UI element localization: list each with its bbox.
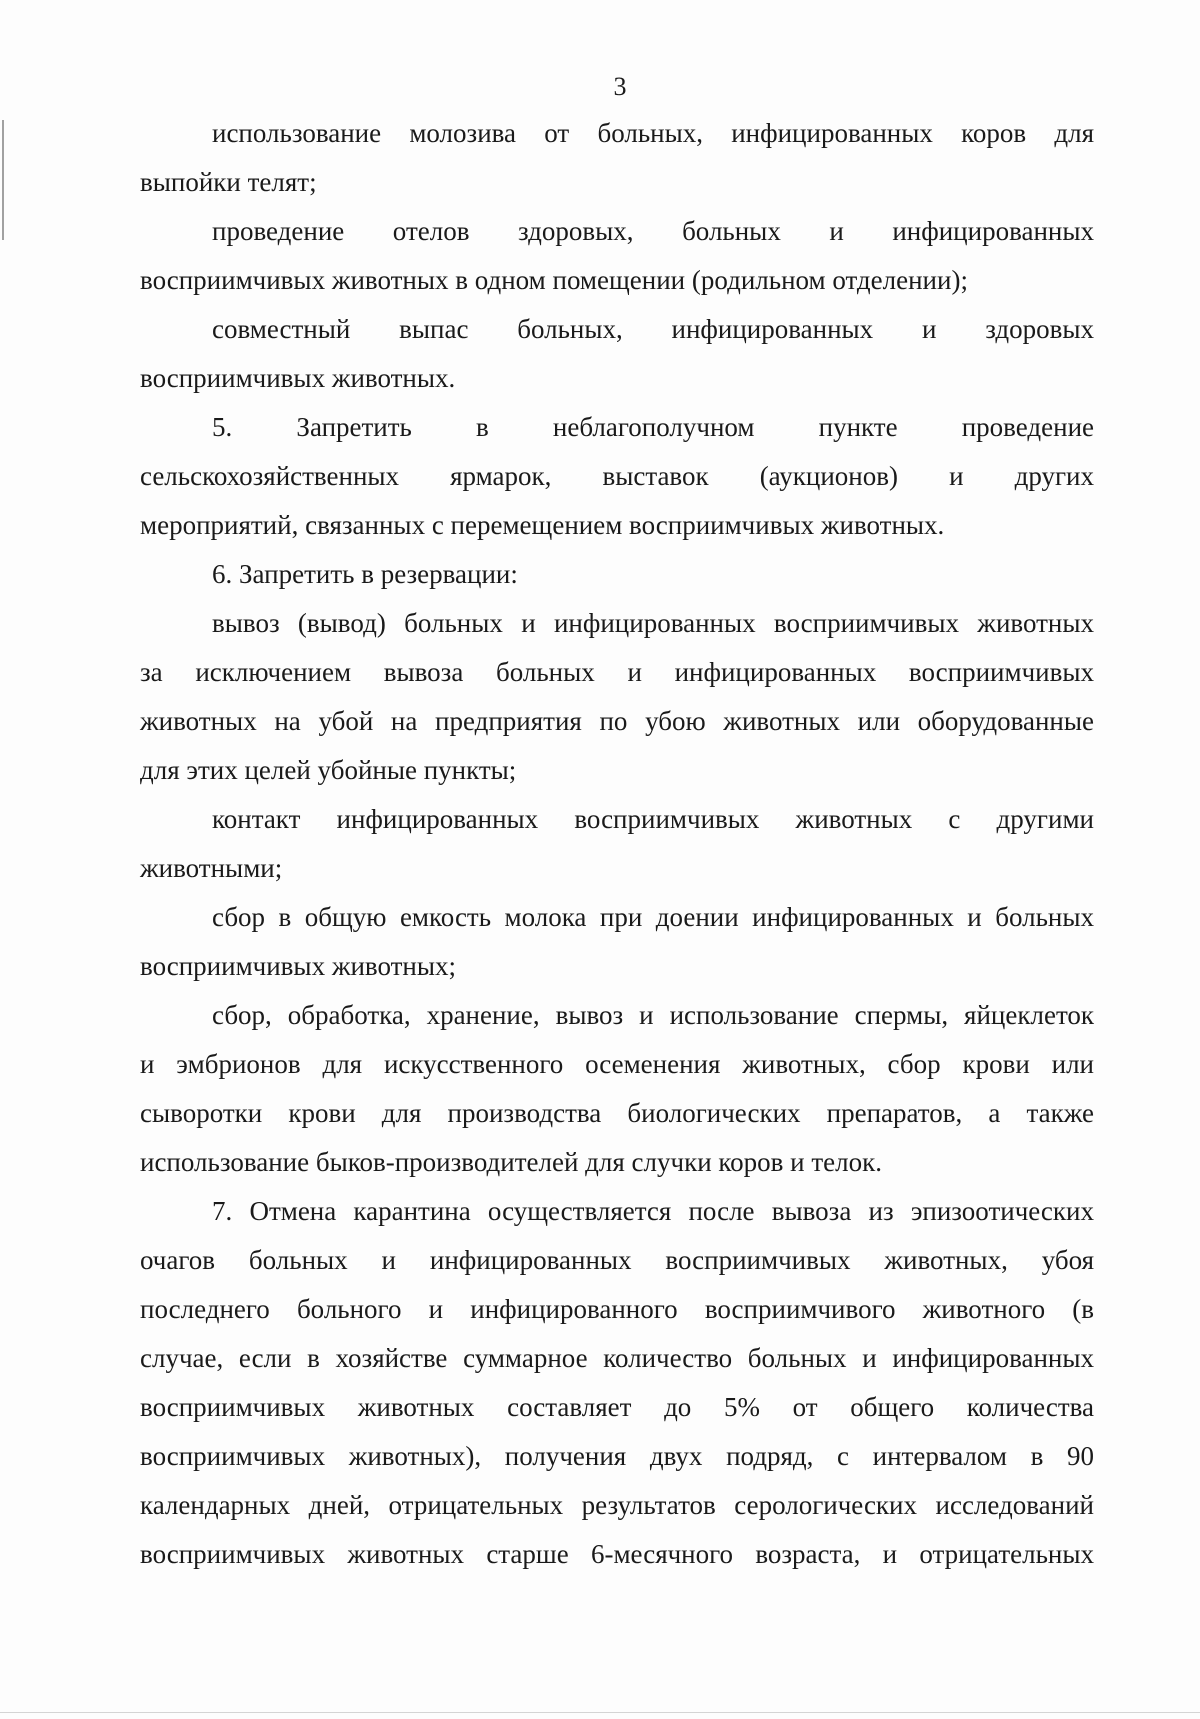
text-line: выпойки телят; — [140, 167, 317, 197]
text-line: для этих целей убойные пункты; — [140, 755, 517, 785]
text-line: очагов больных и инфицированных восприимчивых животных, убоя — [140, 1245, 1094, 1275]
text-line: сбор в общую емкость молока при доении инфицированных и больных — [212, 902, 1094, 932]
text-line: проведение отелов здоровых, больных и инфицированных — [212, 216, 1094, 246]
text-line: животных на убой на предприятия по убою животных или оборудованные — [140, 706, 1094, 736]
text-line: контакт инфицированных восприимчивых животных с другими — [212, 804, 1094, 834]
paragraph-removal — [140, 599, 1094, 795]
text-line: и эмбрионов для искусственного осеменения животных, сбор крови или — [140, 1049, 1094, 1079]
scan-edge-line — [0, 1712, 1200, 1713]
text-line: сыворотки крови для производства биологических препаратов, а также — [140, 1098, 1094, 1128]
text-line: за исключением вывоза больных и инфицированных восприимчивых — [140, 657, 1094, 687]
text-line: восприимчивых животных в одном помещении (родильном отделении); — [140, 265, 968, 295]
text-line: 6. Запретить в резервации: — [212, 559, 518, 589]
text-line: последнего больного и инфицированного восприимчивого животного (в — [140, 1294, 1094, 1324]
paragraph-calving — [140, 207, 1094, 305]
text-line: использование молозива от больных, инфицированных коров для — [212, 118, 1094, 148]
text-line: календарных дней, отрицательных результатов серологических исследований — [140, 1490, 1094, 1520]
paragraph-semen — [140, 991, 1094, 1187]
text-line: случае, если в хозяйстве суммарное количество больных и инфицированных — [140, 1343, 1094, 1373]
text-line: 5. Запретить в неблагополучном пункте проведение — [212, 412, 1094, 442]
paragraph-colostrum — [140, 109, 1094, 207]
document-body — [140, 109, 1094, 1579]
paragraph-item-5 — [140, 403, 1094, 550]
text-line: восприимчивых животных; — [140, 951, 457, 981]
text-line: восприимчивых животных. — [140, 363, 456, 393]
paragraph-item-6 — [140, 550, 1094, 599]
paragraph-grazing — [140, 305, 1094, 403]
text-line: восприимчивых животных составляет до 5% от общего количества — [140, 1392, 1094, 1422]
scan-edge-mark — [2, 120, 4, 240]
paragraph-milk — [140, 893, 1094, 991]
page-number: 3 — [613, 72, 627, 101]
text-line: восприимчивых животных старше 6-месячного возраста, и отрицательных — [140, 1539, 1094, 1569]
text-line: использование быков-производителей для случки коров и телок. — [140, 1147, 882, 1177]
text-line: 7. Отмена карантина осуществляется после вывоза из эпизоотических — [212, 1196, 1094, 1226]
text-line: вывоз (вывод) больных и инфицированных восприимчивых животных — [212, 608, 1094, 638]
text-line: животными; — [140, 853, 283, 883]
text-line: совместный выпас больных, инфицированных и здоровых — [212, 314, 1094, 344]
text-line: восприимчивых животных), получения двух подряд, с интервалом в 90 — [140, 1441, 1094, 1471]
text-line: сбор, обработка, хранение, вывоз и использование спермы, яйцеклеток — [212, 1000, 1094, 1030]
text-line: сельскохозяйственных ярмарок, выставок (аукционов) и других — [140, 461, 1094, 491]
text-line: мероприятий, связанных с перемещением восприимчивых животных. — [140, 510, 945, 540]
paragraph-item-7 — [140, 1187, 1094, 1579]
paragraph-contact — [140, 795, 1094, 893]
